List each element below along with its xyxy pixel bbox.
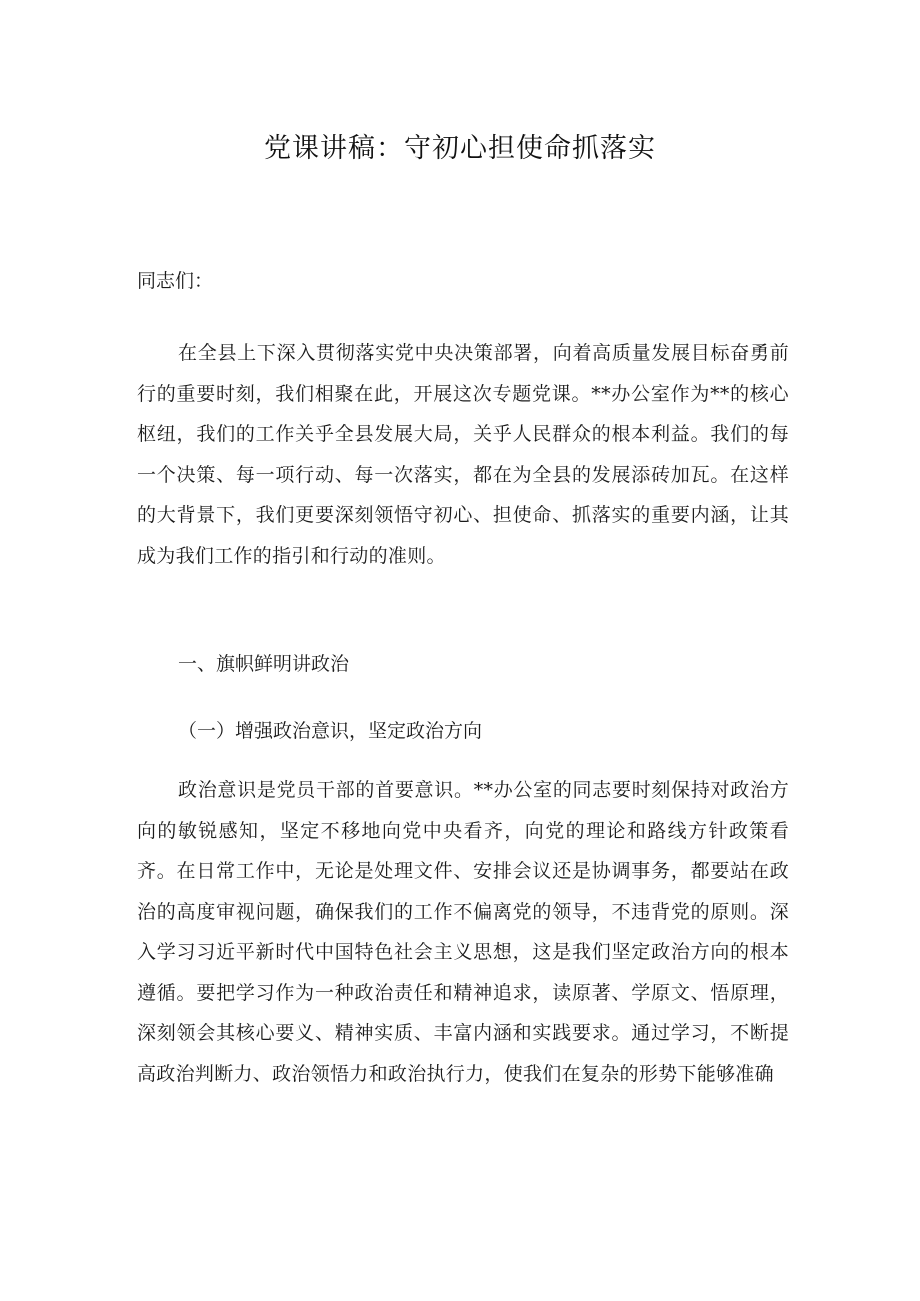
subsection-heading: （一）增强政治意识，坚定政治方向: [178, 720, 483, 742]
body-paragraph: 政治意识是党员干部的首要意识。**办公室的同志要时刻保持对政治方向的敏锐感知，坚定不移地向党中央看齐，向党的理论和路线方针政策看齐。在日常工作中，无论是处理文件、安排会议还是协调事务，都要站在政治的高度审视问题，确保我们的工作不偏离党的领导，不违背党的原则。深入学习习近平新时代中国特色社会主义思想，这是我们坚定政治方向的根本遵循。要把学习作为一种政治责任和精神追求，读原著、学原文、悟原理，深刻领会其核心要义、精神实质、丰富内涵和实践要求。通过学习，不断提高政治判断力、政治领悟力和政治执行力，使我们在复杂的形势下能够准确: [137, 779, 789, 1085]
document-title: 党课讲稿：守初心担使命抓落实: [264, 133, 656, 164]
salutation: 同志们：: [137, 270, 214, 292]
intro-paragraph: 在全县上下深入贯彻落实党中央决策部署，向着高质量发展目标奋勇前行的重要时刻，我们相聚在此，开展这次专题党课。**办公室作为**的核心枢纽，我们的工作关乎全县发展大局，关乎人民群众的根本利益。我们的每一个决策、每一项行动、每一次落实，都在为全县的发展添砖加瓦。在这样的大背景下，我们更要深刻领悟守初心、担使命、抓落实的重要内涵，让其成为我们工作的指引和行动的准则。: [137, 342, 789, 567]
section-heading: 一、旗帜鲜明讲政治: [178, 653, 350, 675]
